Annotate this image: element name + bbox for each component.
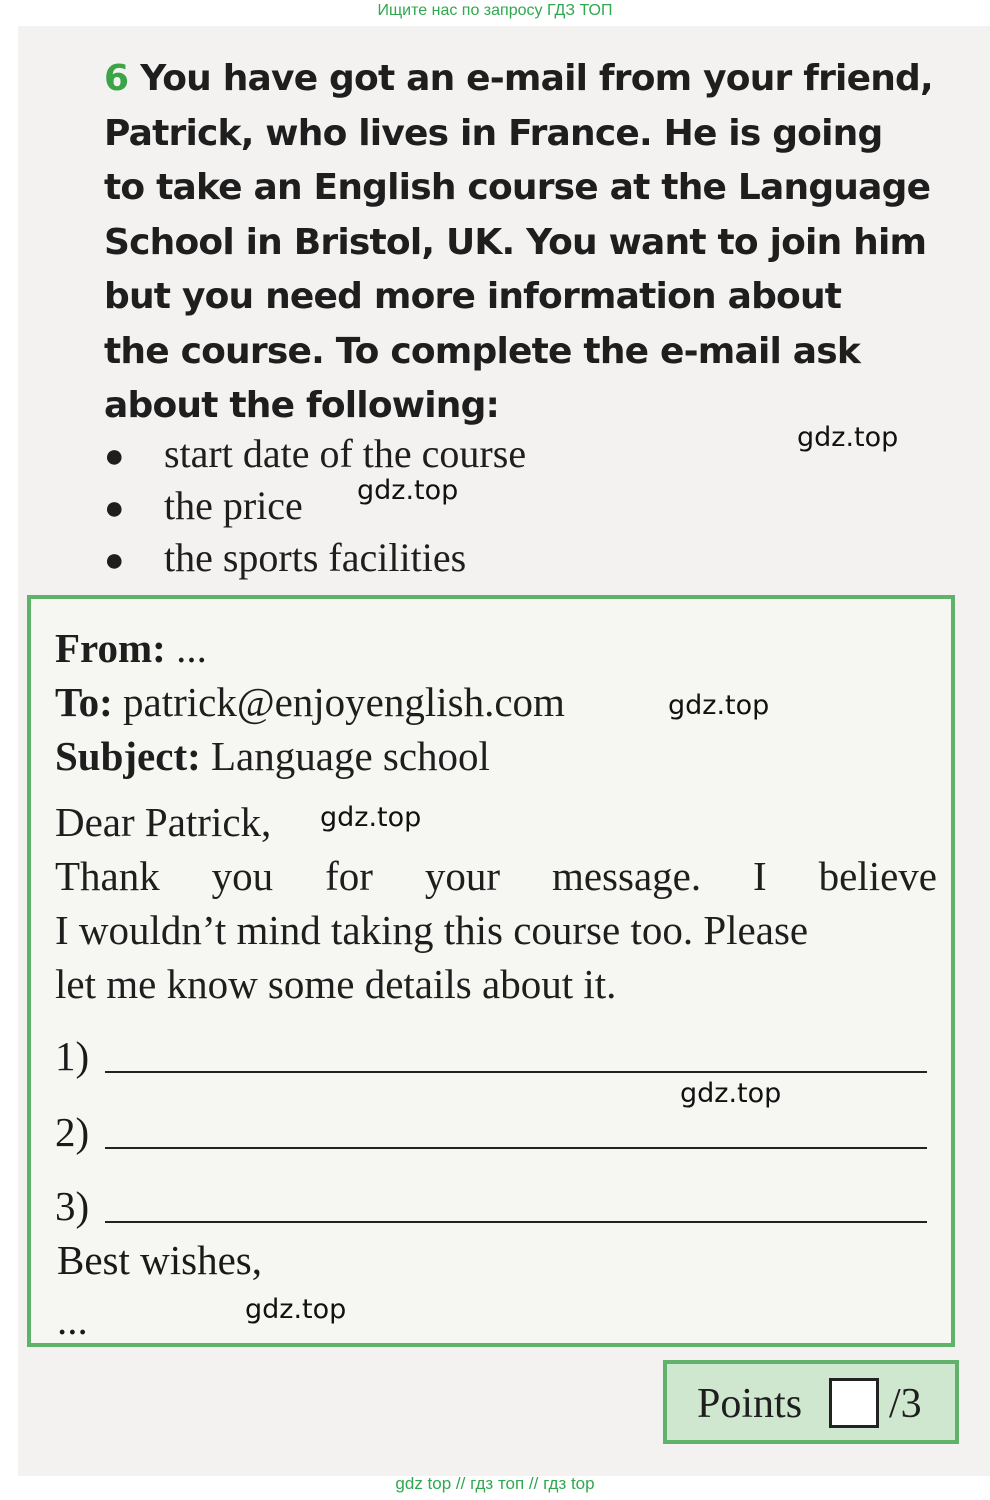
from-label: From: bbox=[55, 625, 166, 671]
email-from-row bbox=[55, 621, 937, 675]
to-value: patrick@enjoyenglish.com bbox=[123, 679, 565, 725]
bullet-item bbox=[104, 428, 526, 480]
blank-number: 2) bbox=[55, 1109, 90, 1155]
email-greeting: Dear Patrick, bbox=[55, 799, 272, 845]
answer-line[interactable] bbox=[105, 1071, 927, 1073]
top-banner: Ищите нас по запросу ГДЗ ТОП bbox=[377, 2, 613, 19]
subject-label: Subject: bbox=[55, 733, 201, 779]
bullet-text: the sports facilities bbox=[164, 535, 467, 580]
subject-value: Language school bbox=[211, 733, 490, 779]
bullet-icon: ● bbox=[104, 438, 125, 475]
bullet-icon: ● bbox=[104, 490, 125, 527]
task-line-1 bbox=[104, 52, 944, 107]
answer-line[interactable] bbox=[105, 1221, 927, 1223]
watermark: gdz.top bbox=[797, 422, 899, 453]
points-input-square[interactable] bbox=[829, 1378, 879, 1428]
email-body-line: Thank you for your message. I believe bbox=[55, 853, 937, 899]
task-text-line: about the following: bbox=[104, 385, 500, 426]
email-subject-row bbox=[55, 729, 937, 783]
points-label: Points bbox=[697, 1381, 803, 1427]
bullet-item bbox=[104, 532, 526, 584]
footer: gdz top // гдз топ // гдз top bbox=[395, 1474, 595, 1493]
watermark: gdz.top bbox=[320, 802, 422, 833]
points-total: /3 bbox=[889, 1381, 922, 1427]
blank-number: 1) bbox=[55, 1033, 90, 1079]
bullet-text: start date of the course bbox=[164, 431, 527, 476]
email-box bbox=[27, 595, 955, 1347]
points-box bbox=[663, 1360, 959, 1444]
bullet-item bbox=[104, 480, 526, 532]
email-signature: ... bbox=[57, 1297, 88, 1343]
watermark: gdz.top bbox=[680, 1078, 782, 1109]
answer-blank-1 bbox=[55, 1031, 89, 1081]
answer-blank-2 bbox=[55, 1107, 89, 1157]
task-text-line: to take an English course at the Language bbox=[104, 167, 931, 208]
email-body-line: I wouldn’t mind taking this course too. Please bbox=[55, 907, 809, 953]
email-closing: Best wishes, bbox=[57, 1237, 262, 1283]
task-text-line: Patrick, who lives in France. He is going bbox=[104, 112, 883, 154]
email-body-line: let me know some details about it. bbox=[55, 961, 617, 1007]
bullet-list bbox=[104, 428, 526, 584]
bullet-icon: ● bbox=[104, 542, 125, 579]
task-6 bbox=[104, 52, 944, 434]
answer-blank-3 bbox=[55, 1181, 89, 1231]
bullet-text: the price bbox=[164, 483, 303, 528]
task-text-line: You have got an e-mail from your friend, bbox=[140, 58, 933, 99]
task-text-line: the course. To complete the e-mail ask bbox=[104, 330, 861, 372]
to-label: To: bbox=[55, 679, 113, 725]
watermark: gdz.top bbox=[357, 475, 459, 506]
email-text bbox=[55, 621, 937, 1011]
watermark: gdz.top bbox=[668, 690, 770, 721]
answer-line[interactable] bbox=[105, 1147, 927, 1149]
from-value: ... bbox=[176, 625, 207, 671]
watermark: gdz.top bbox=[245, 1294, 347, 1325]
task-text-line: but you need more information about bbox=[104, 276, 842, 317]
task-number: 6 bbox=[104, 58, 129, 99]
email-to-row bbox=[55, 675, 937, 729]
task-text-line: School in Bristol, UK. You want to join him bbox=[104, 221, 927, 263]
blank-number: 3) bbox=[55, 1183, 90, 1229]
